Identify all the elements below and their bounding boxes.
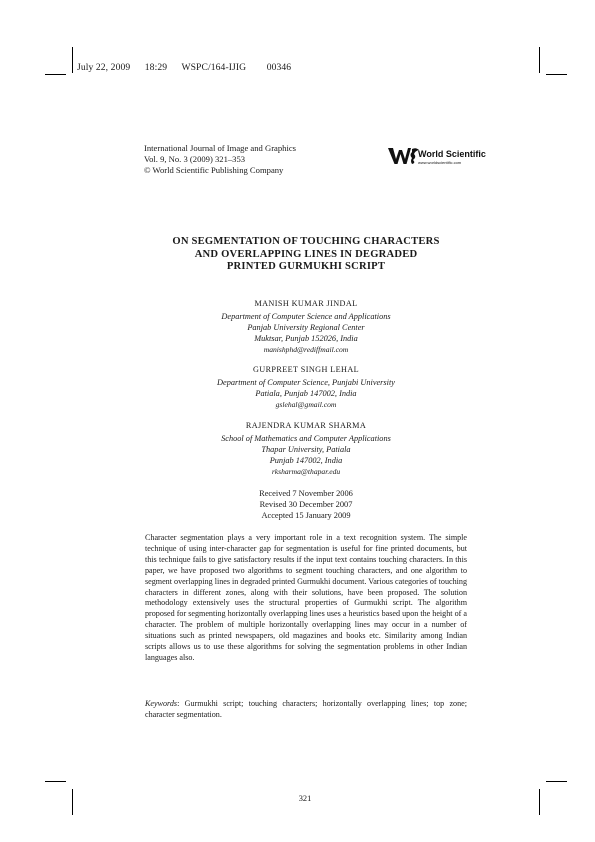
title-line: AND OVERLAPPING LINES IN DEGRADED: [194, 248, 418, 260]
author-email[interactable]: rksharma@thapar.edu: [271, 467, 341, 476]
author-affiliation-line: Department of Computer Science and Applications: [221, 312, 391, 321]
author-name: MANISH KUMAR JINDAL: [254, 299, 358, 308]
author-block-1: [150, 298, 462, 355]
author-name: GURPREET SINGH LEHAL: [252, 365, 360, 374]
author-block-2: [150, 364, 462, 410]
author-block-3: [150, 420, 462, 477]
title-line: ON SEGMENTATION OF TOUCHING CHARACTERS: [172, 236, 440, 247]
crop-mark-top-left-horizontal: [45, 74, 66, 75]
header-number: 00346: [266, 62, 292, 73]
accepted-date: Accepted 15 January 2009: [261, 511, 351, 520]
header-date: July 22, 2009: [77, 62, 131, 73]
author-affiliation-line: Department of Computer Science, Punjabi University: [217, 378, 395, 387]
abstract: Character segmentation plays a very important role in a text recognition system. The simple technique of using inter-character gap for segmentation is useful for fine printed documents, but this technique fails to give satisfactory results if the input text contains touching characters. In this paper, we have proposed two algorithms to segment touching characters, and one algorithm to segment overlapping lines in degraded printed Gurmukhi document. Various categories of touching characters in different zones, along with their solutions, have been proposed. The solution methodology extensively uses the structural properties of Gurmukhi script. The algorithm proposed for segmenting horizontally overlapping lines uses a heuristics based upon the height of a character. The problem of multiple horizontally overlapping lines may occur in a number of situations such as printed newspapers, old magazines and books etc. Similarity among Indian scripts allows us to use these algorithms for solving the segmentation problems in other Indian languages also.: [145, 533, 467, 662]
author-affiliation-line: Panjab University Regional Center: [247, 323, 365, 332]
author-affiliation-line: Patiala, Punjab 147002, India: [255, 389, 357, 398]
keywords-label: Keywords: [145, 699, 178, 708]
header-code: WSPC/164-IJIG: [181, 62, 247, 73]
crop-mark-top-left-vertical: [72, 47, 73, 73]
journal-volume: Vol. 9, No. 3 (2009) 321–353: [144, 154, 246, 164]
crop-mark-bottom-left-vertical: [72, 789, 73, 815]
world-scientific-logo: [388, 146, 488, 166]
author-email[interactable]: manishphd@rediffmail.com: [263, 345, 349, 354]
running-header: [77, 62, 303, 73]
author-email[interactable]: gslehal@gmail.com: [275, 400, 337, 409]
crop-mark-top-right-horizontal: [546, 74, 567, 75]
revised-date: Revised 30 December 2007: [259, 500, 353, 509]
journal-name: International Journal of Image and Graphics: [144, 143, 297, 153]
page-number: 321: [298, 794, 312, 803]
title-line: PRINTED GURMUKHI SCRIPT: [226, 261, 386, 272]
publisher-name: World Scientific: [418, 149, 486, 159]
crop-mark-top-right-vertical: [539, 47, 540, 73]
keywords-text: : Gurmukhi script; touching characters; horizontally overlapping lines; top zone; character segmentation.: [145, 699, 467, 719]
journal-info: [144, 143, 296, 176]
received-date: Received 7 November 2006: [259, 489, 353, 498]
journal-copyright: © World Scientific Publishing Company: [144, 165, 284, 175]
submission-dates: [150, 488, 462, 521]
header-time: 18:29: [144, 62, 168, 73]
paper-title: [130, 236, 482, 274]
author-affiliation-line: Punjab 147002, India: [269, 456, 343, 465]
author-name: RAJENDRA KUMAR SHARMA: [245, 421, 367, 430]
publisher-tagline: www.worldscientific.com: [418, 160, 462, 165]
crop-mark-bottom-left-horizontal: [45, 781, 66, 782]
keywords: [145, 699, 467, 721]
author-affiliation-line: Muktsar, Punjab 152026, India: [254, 334, 358, 343]
author-affiliation-line: School of Mathematics and Computer Applications: [221, 434, 391, 443]
crop-mark-bottom-right-horizontal: [546, 781, 567, 782]
crop-mark-bottom-right-vertical: [539, 789, 540, 815]
author-affiliation-line: Thapar University, Patiala: [261, 445, 351, 454]
